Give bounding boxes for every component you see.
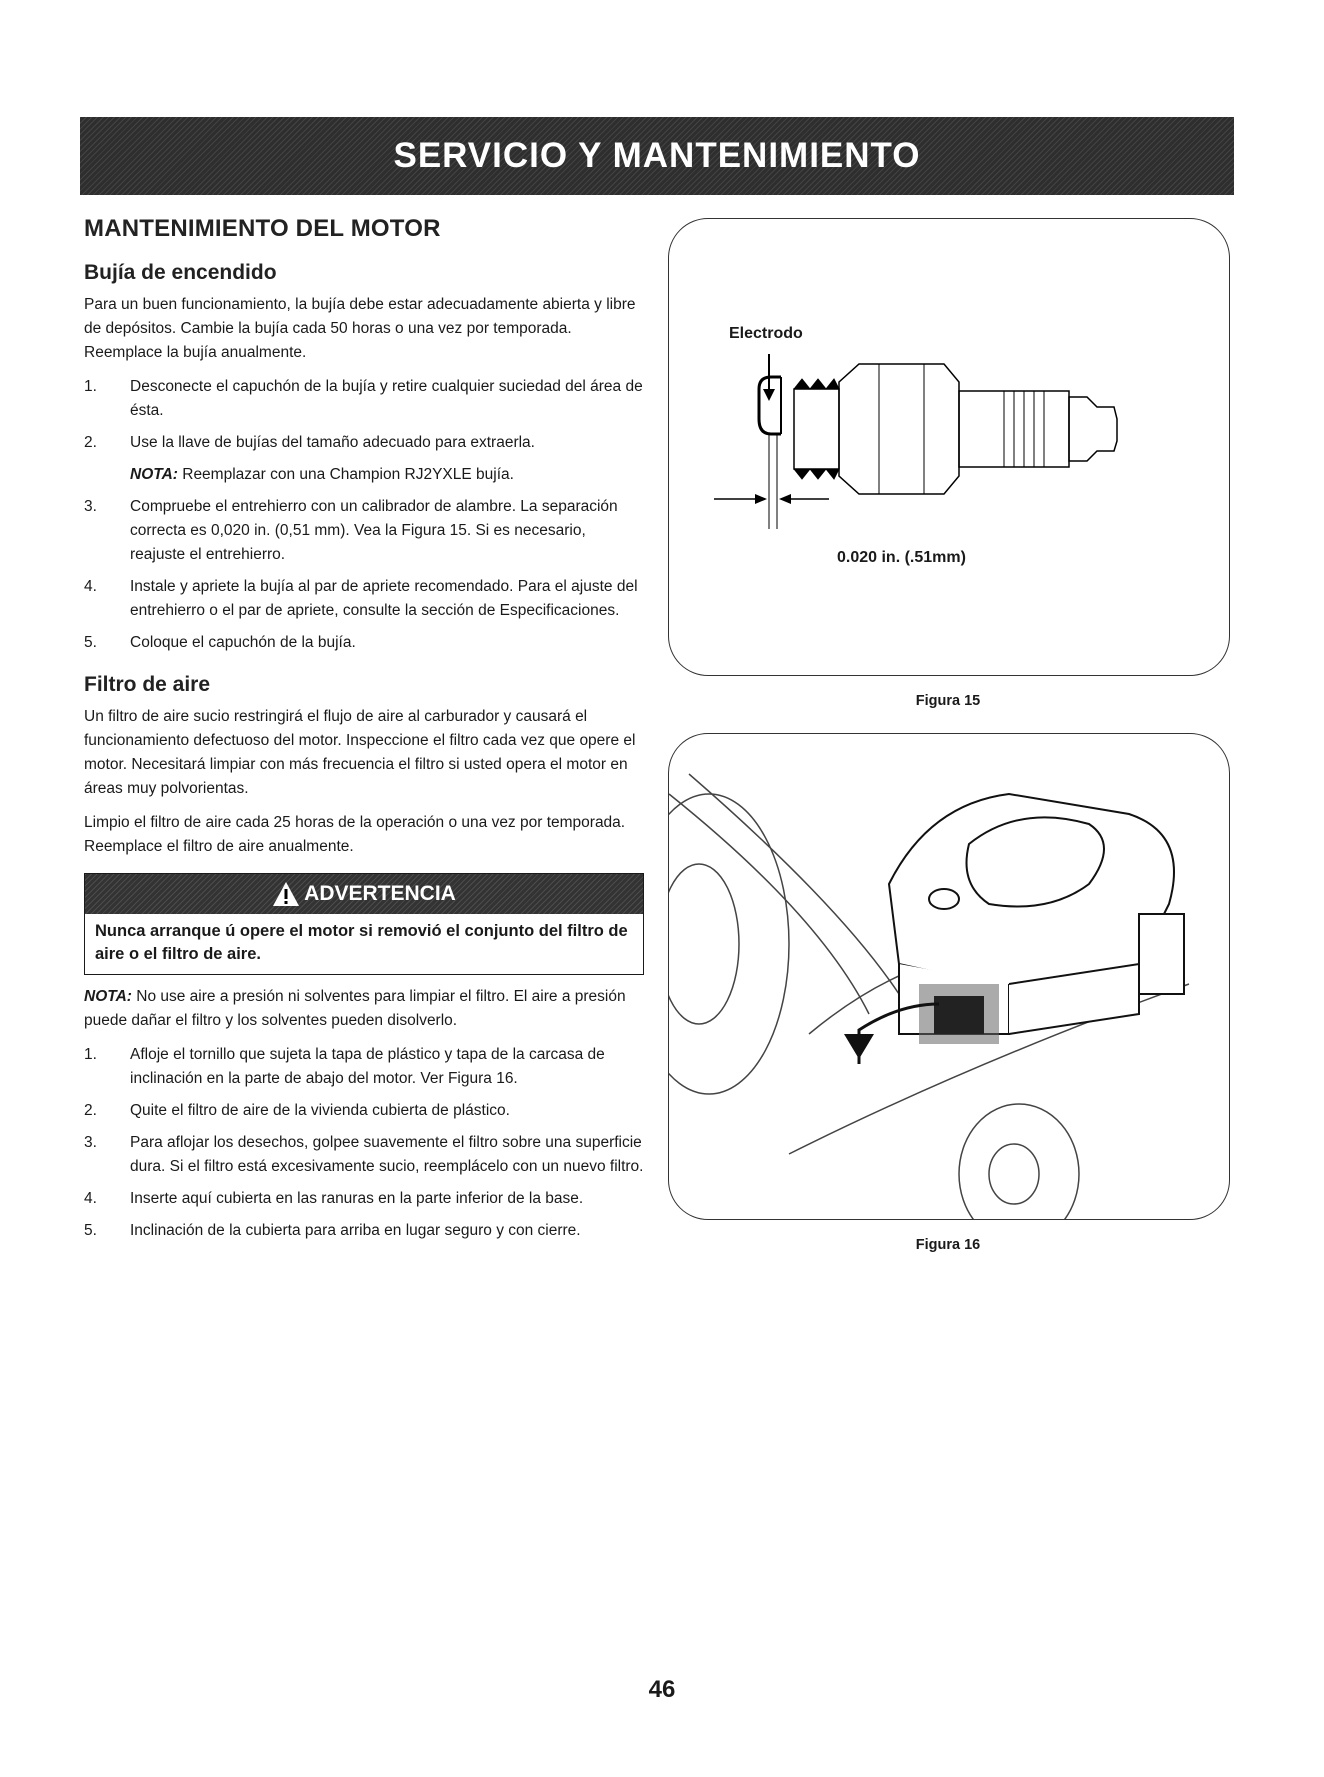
list-item xyxy=(84,575,644,623)
step-number: 4. xyxy=(84,578,97,595)
step-number: 2. xyxy=(84,434,97,451)
step-number: 1. xyxy=(84,1046,97,1063)
list-item xyxy=(84,1187,644,1211)
step-number: 1. xyxy=(84,378,97,395)
gap-label: 0.020 in. (.51mm) xyxy=(837,549,966,566)
air-filter-note xyxy=(84,985,644,1033)
step-text: Afloje el tornillo que sujeta la tapa de plástico y tapa de la carcasa de inclinación en la parte de abajo del motor. Ver Figura 16. xyxy=(130,1046,605,1087)
spark-plug-drawing xyxy=(669,219,1229,675)
note-label: NOTA: xyxy=(84,988,132,1005)
step-text: Inclinación de la cubierta para arriba en lugar seguro y con cierre. xyxy=(130,1222,581,1239)
mower-engine-drawing xyxy=(669,734,1229,1219)
step-text: Instale y apriete la bujía al par de apriete recomendado. Para el ajuste del entrehierro o el par de apriete, consulte la sección de Especificaciones. xyxy=(130,578,638,619)
figure-16-caption: Figura 16 xyxy=(915,1237,981,1253)
note-label: NOTA: xyxy=(130,466,178,483)
warning-title: ADVERTENCIA xyxy=(304,882,456,905)
spark-plug-note xyxy=(84,463,644,487)
step-number: 4. xyxy=(84,1190,97,1207)
step-text: Coloque el capuchón de la bujía. xyxy=(130,634,356,651)
air-filter-steps xyxy=(84,1043,644,1243)
step-number: 3. xyxy=(84,1134,97,1151)
spark-plug-steps-cont xyxy=(84,495,644,655)
step-number: 2. xyxy=(84,1102,97,1119)
step-text: Inserte aquí cubierta en las ranuras en la parte inferior de la base. xyxy=(130,1190,584,1207)
step-text: Use la llave de bujías del tamaño adecuado para extraerla. xyxy=(130,434,535,451)
list-item xyxy=(84,431,644,455)
page-header-banner xyxy=(80,117,1234,195)
air-filter-intro-1: Un filtro de aire sucio restringirá el flujo de aire al carburador y causará el funcionamiento defectuoso del motor. Inspeccione el filtro cada vez que opere el motor. Necesitará limpiar con más frecuencia el filtro si usted opera el motor en áreas muy polvorientas. xyxy=(84,708,636,797)
note-text: Reemplazar con una Champion RJ2YXLE bujía. xyxy=(177,466,514,483)
step-number: 5. xyxy=(84,634,97,651)
warning-triangle-icon xyxy=(272,881,300,907)
warning-header xyxy=(85,874,643,914)
air-filter-intro-2: Limpio el filtro de aire cada 25 horas de la operación o una vez por temporada. Reemplace el filtro de aire anualmente. xyxy=(84,814,626,855)
figure-16-air-filter xyxy=(668,733,1230,1220)
electrode-label: Electrodo xyxy=(729,325,803,342)
step-number: 5. xyxy=(84,1222,97,1239)
step-text: Para aflojar los desechos, golpee suavemente el filtro sobre una superficie dura. Si el filtro está excesivamente sucio, reemplácelo con un nuevo filtro. xyxy=(130,1134,644,1175)
step-number: 3. xyxy=(84,498,97,515)
list-item xyxy=(84,1099,644,1123)
section-title: MANTENIMIENTO DEL MOTOR xyxy=(84,215,441,242)
list-item xyxy=(84,375,644,423)
spark-plug-heading: Bujía de encendido xyxy=(84,261,277,284)
list-item xyxy=(84,1131,644,1179)
step-text: Desconecte el capuchón de la bujía y retire cualquier suciedad del área de ésta. xyxy=(130,378,643,419)
figure-15-caption: Figura 15 xyxy=(915,693,981,709)
page-number: 46 xyxy=(648,1676,676,1703)
left-column xyxy=(84,205,644,1251)
list-item xyxy=(84,1043,644,1091)
warning-text: Nunca arranque ú opere el motor si removió el conjunto del filtro de aire o el filtro de aire. xyxy=(95,922,628,963)
list-item xyxy=(84,631,644,655)
warning-box xyxy=(84,873,644,975)
note-text: No use aire a presión ni solventes para limpiar el filtro. El aire a presión puede dañar el filtro y los solventes pueden disolverlo. xyxy=(84,988,626,1029)
step-text: Quite el filtro de aire de la vivienda cubierta de plástico. xyxy=(130,1102,510,1119)
spark-plug-steps xyxy=(84,375,644,455)
figure-15-spark-plug xyxy=(668,218,1230,676)
list-item xyxy=(84,495,644,567)
list-item xyxy=(84,1219,644,1243)
air-filter-heading: Filtro de aire xyxy=(84,673,211,696)
page-header-title: SERVICIO Y MANTENIMIENTO xyxy=(393,136,921,175)
step-text: Compruebe el entrehierro con un calibrador de alambre. La separación correcta es 0,020 in. (0,51 mm). Vea la Figura 15. Si es necesario, reajuste el entrehierro. xyxy=(130,498,618,563)
spark-plug-intro: Para un buen funcionamiento, la bujía debe estar adecuadamente abierta y libre de depósitos. Cambie la bujía cada 50 horas o una vez por temporada. Reemplace la bujía anualmente. xyxy=(84,296,636,361)
